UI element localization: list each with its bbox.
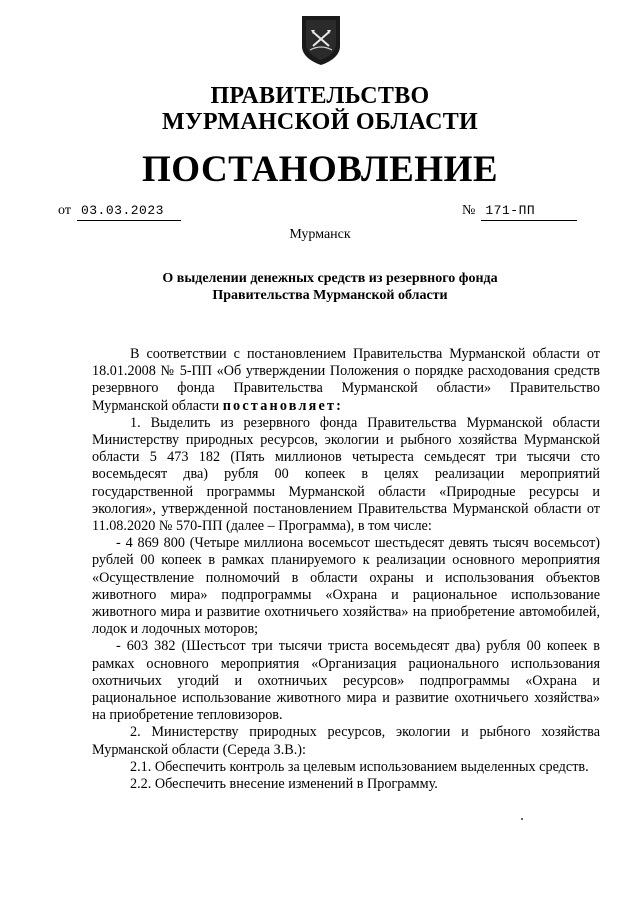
resolves-keyword: постановляет:: [222, 397, 344, 414]
document-subject: [120, 270, 540, 304]
item-1-paragraph: 1. Выделить из резервного фонда Правительства Мурманской области Министерству природных ресурсов, экологии и рыбного хозяйства Мурманской области 5 473 182 (Пять миллионов четыреста семьдесят три тысячи сто восемьдесят два) рубля 00 копеек в целях реализации мероприятий государственной программы Мурманской области «Природные ресурсы и экология», утвержденной постановлением Правительства Мурманской области от 11.08.2020 № 570-ПП (далее – Программа), в том числе:: [92, 414, 600, 535]
document-body: [92, 346, 600, 793]
scan-speck: [521, 818, 523, 820]
government-name-line1: ПРАВИТЕЛЬСТВО: [210, 83, 430, 109]
item-2-1-paragraph: 2.1. Обеспечить контроль за целевым использованием выделенных средств.: [130, 758, 589, 775]
item-1b-paragraph: - 603 382 (Шестьсот три тысячи триста восемьдесят два) рубля 00 копеек в рамках основного мероприятия «Организация рационального использования охотничьих угодий и охотничьих ресурсов» подпрограммы «Охрана и рациональное использование животного мира и развитие охотничьего хозяйства» на приобретение тепловизоров.: [92, 638, 600, 724]
coat-of-arms-icon: [300, 14, 342, 66]
document-type-title: ПОСТАНОВЛЕНИЕ: [141, 149, 499, 190]
number-field: [462, 202, 577, 221]
item-2-paragraph: 2. Министерству природных ресурсов, экологии и рыбного хозяйства Мурманской области (Середа З.В.):: [92, 724, 600, 758]
date-field: [58, 202, 181, 221]
number-prefix: №: [462, 203, 476, 218]
item-2-2-paragraph: 2.2. Обеспечить внесение изменений в Программу.: [130, 776, 438, 793]
subject-line2: Правительства Мурманской области: [212, 288, 448, 303]
subject-line1: О выделении денежных средств из резервного фонда: [162, 271, 498, 286]
date-prefix: от: [58, 203, 71, 218]
preamble-text: В соответствии с постановлением Правительства Мурманской области от 18.01.2008 № 5-ПП «Об утверждении Положения о порядке расходования средств резервного фонда Правительства Мурманской области» Правительство Мурманской области: [92, 346, 600, 414]
government-name-line2: МУРМАНСКОЙ ОБЛАСТИ: [162, 109, 478, 135]
preamble-paragraph: [92, 346, 600, 415]
date-value: 03.03.2023: [77, 202, 181, 221]
number-value: 171-ПП: [481, 202, 577, 221]
item-1a-paragraph: - 4 869 800 (Четыре миллиона восемьсот шестьдесят девять тысяч восемьсот) рублей 00 копеек в рамках планируемого к реализации основного мероприятия «Осуществление полномочий в области охраны и использования объектов животного мира» подпрограммы «Охрана и рациональное использование животного мира и развитие охотничьего хозяйства» на приобретение автомобилей, лодок и лодочных моторов;: [92, 535, 600, 638]
city-name: Мурманск: [289, 227, 351, 242]
